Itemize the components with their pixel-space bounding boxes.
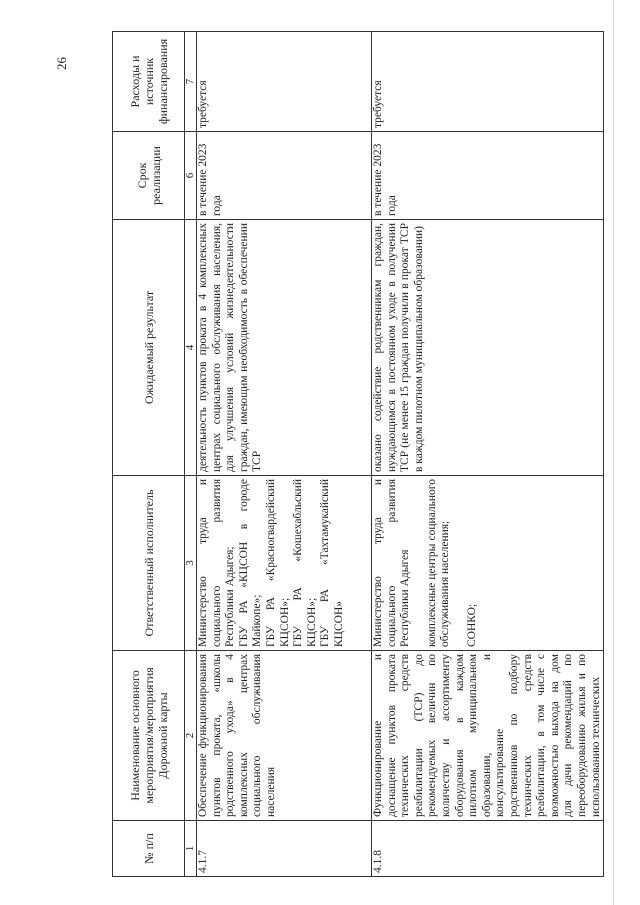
roadmap-table (112, 31, 604, 877)
header-row (113, 32, 185, 877)
executor-cell (197, 476, 372, 651)
column-number: 3 (185, 476, 197, 651)
executor-item: СОНКО; (465, 603, 478, 647)
header-cell: Срок реализации (113, 132, 185, 220)
executor-item: комплексные центры социального обслуживания населения; (425, 479, 452, 647)
term: в течение 2023 года (372, 132, 604, 220)
header-cell: Расходы и источник финансирования (113, 32, 185, 132)
column-number: 1 (185, 821, 197, 877)
row-number: 4.1.8 (372, 821, 604, 877)
column-number: 4 (185, 220, 197, 476)
table-row (197, 32, 372, 877)
expected-result: оказано содействие родственникам граждан, нуждающимся в постоянном уходе в получении ТСР (не менее 15 граждан получили в прокат ТСР в каждом пилотном муниципальном образовании) (372, 220, 604, 476)
expected-result: деятельность пунктов проката в 4 комплексных центрах социального обслуживания населения, для улучшения условий жизнедеятельности граждан, имеющим необходимость в обеспечении ТСР (197, 220, 372, 476)
activity-name: Функционирование и доснащение пунктов проката технических средств реабилитации (ТСР) до рекомендуемых величин по количеству и ассортименту оборудования в каждом пилотном муниципальном образовании, и консультирование родственников по подбору технических средств реабилитации, в том числе с возможностью выхода на дом для дачи рекомендаций по переоборудованию жилья и по использованию технических (372, 651, 604, 821)
executor-item: Министерство труда и социального развития Республики Адыгея (372, 479, 412, 647)
scan-page-edge (613, 0, 614, 905)
table-row (372, 32, 604, 877)
activity-name: Обеспечение функционирования пунктов проката, «школы родственного ухода» в 4 комплексных центрах социального обслуживания населения (197, 651, 372, 821)
finance: требуется (372, 32, 604, 132)
header-cell: Ответственный исполнитель (113, 476, 185, 651)
page-number: 26 (54, 57, 69, 70)
column-number: 2 (185, 651, 197, 821)
executor-item: ГБУ РА «Красногвардейский КЦСОН»; (264, 479, 291, 647)
executor-item: Министерство труда и социального развития Республики Адыгея; (197, 479, 237, 647)
column-number: 6 (185, 132, 197, 220)
finance: требуется (197, 32, 372, 132)
executor-item: ГБУ РА «Тахтамукайский КЦСОН» (319, 479, 345, 647)
header-cell: Наименование основного мероприятия/мероприятия Дорожной карты (113, 651, 185, 821)
header-cell: № п/п (113, 821, 185, 877)
column-number-row (185, 32, 197, 877)
executor-item: ГБУ РА «КЦСОН в городе Майкопе»; (237, 479, 264, 647)
column-number: 7 (185, 32, 197, 132)
header-cell: Ожидаемый результат (113, 220, 185, 476)
rotated-page (112, 32, 602, 877)
executor-cell (372, 476, 604, 651)
term: в течение 2023 года (197, 132, 372, 220)
executor-item: ГБУ РА «Кошехабльский КЦСОН»; (292, 479, 318, 647)
row-number: 4.1.7 (197, 821, 372, 877)
